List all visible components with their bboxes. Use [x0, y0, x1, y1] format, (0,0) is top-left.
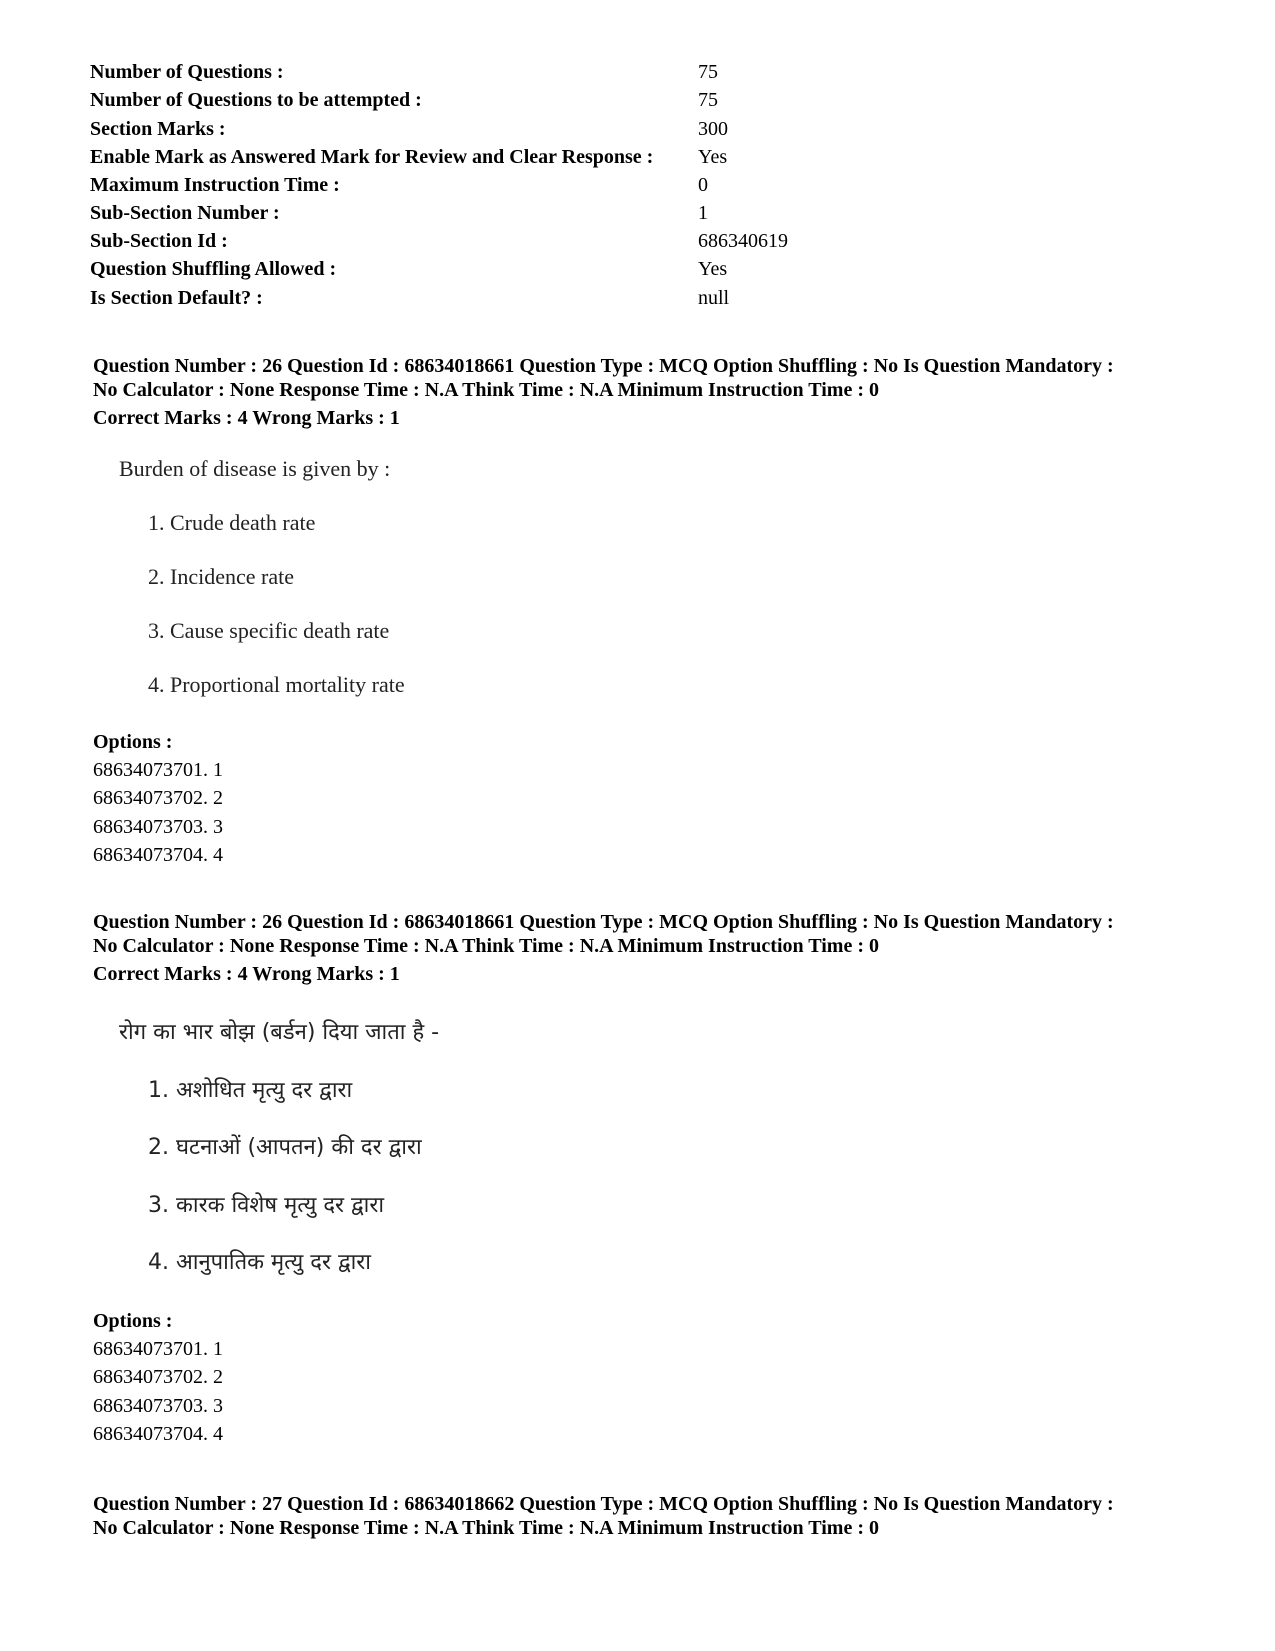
- option-item: 68634073704. 4: [93, 1423, 223, 1445]
- meta-label: Sub-Section Number :: [90, 202, 280, 224]
- question-header-line2: No Calculator : None Response Time : N.A Think Time : N.A Minimum Instruction Time : 0: [93, 1517, 879, 1539]
- question-header-line1: Question Number : 27 Question Id : 68634018662 Question Type : MCQ Option Shuffling : No Is Question Mandatory :: [93, 1493, 1114, 1515]
- option-item: 68634073703. 3: [93, 816, 223, 838]
- meta-label: Number of Questions to be attempted :: [90, 89, 422, 111]
- meta-value: 75: [698, 61, 718, 83]
- options-label: Options :: [93, 731, 173, 753]
- meta-value: 1: [698, 202, 708, 224]
- question-choice: 2. घटनाओं (आपतन) की दर द्वारा: [148, 1135, 422, 1160]
- meta-label: Is Section Default? :: [90, 287, 263, 309]
- options-label: Options :: [93, 1310, 173, 1332]
- meta-value: 75: [698, 89, 718, 111]
- meta-value: Yes: [698, 146, 728, 168]
- option-item: 68634073704. 4: [93, 844, 223, 866]
- meta-value: 300: [698, 118, 728, 140]
- option-item: 68634073701. 1: [93, 759, 223, 781]
- option-item: 68634073702. 2: [93, 1366, 223, 1388]
- meta-label: Section Marks :: [90, 118, 226, 140]
- question-choice: 4. आनुपातिक मृत्यु दर द्वारा: [148, 1250, 372, 1275]
- question-marks: Correct Marks : 4 Wrong Marks : 1: [93, 963, 400, 985]
- question-header-line1: Question Number : 26 Question Id : 68634018661 Question Type : MCQ Option Shuffling : No Is Question Mandatory :: [93, 355, 1114, 377]
- option-item: 68634073702. 2: [93, 787, 223, 809]
- meta-value: null: [698, 287, 730, 309]
- meta-label: Number of Questions :: [90, 61, 284, 83]
- meta-label: Maximum Instruction Time :: [90, 174, 340, 196]
- question-marks: Correct Marks : 4 Wrong Marks : 1: [93, 407, 400, 429]
- option-item: 68634073703. 3: [93, 1395, 223, 1417]
- question-choice: 3. कारक विशेष मृत्यु दर द्वारा: [148, 1193, 385, 1218]
- meta-value: 686340619: [698, 230, 788, 252]
- meta-label: Enable Mark as Answered Mark for Review and Clear Response :: [90, 146, 654, 168]
- meta-label: Sub-Section Id :: [90, 230, 228, 252]
- meta-value: 0: [698, 174, 708, 196]
- question-header-line1: Question Number : 26 Question Id : 68634018661 Question Type : MCQ Option Shuffling : No Is Question Mandatory :: [93, 911, 1114, 933]
- question-choice: 1. Crude death rate: [148, 510, 316, 535]
- question-header-line2: No Calculator : None Response Time : N.A Think Time : N.A Minimum Instruction Time : 0: [93, 379, 879, 401]
- question-choice: 4. Proportional mortality rate: [148, 672, 405, 697]
- question-choice: 3. Cause specific death rate: [148, 618, 390, 643]
- question-choice: 1. अशोधित मृत्यु दर द्वारा: [148, 1078, 353, 1103]
- option-item: 68634073701. 1: [93, 1338, 223, 1360]
- meta-label: Question Shuffling Allowed :: [90, 258, 337, 280]
- question-stem: Burden of disease is given by :: [119, 456, 391, 481]
- meta-value: Yes: [698, 258, 728, 280]
- question-stem: रोग का भार बोझ (बर्डन) दिया जाता है -: [119, 1020, 440, 1045]
- question-header-line2: No Calculator : None Response Time : N.A Think Time : N.A Minimum Instruction Time : 0: [93, 935, 879, 957]
- question-choice: 2. Incidence rate: [148, 564, 294, 589]
